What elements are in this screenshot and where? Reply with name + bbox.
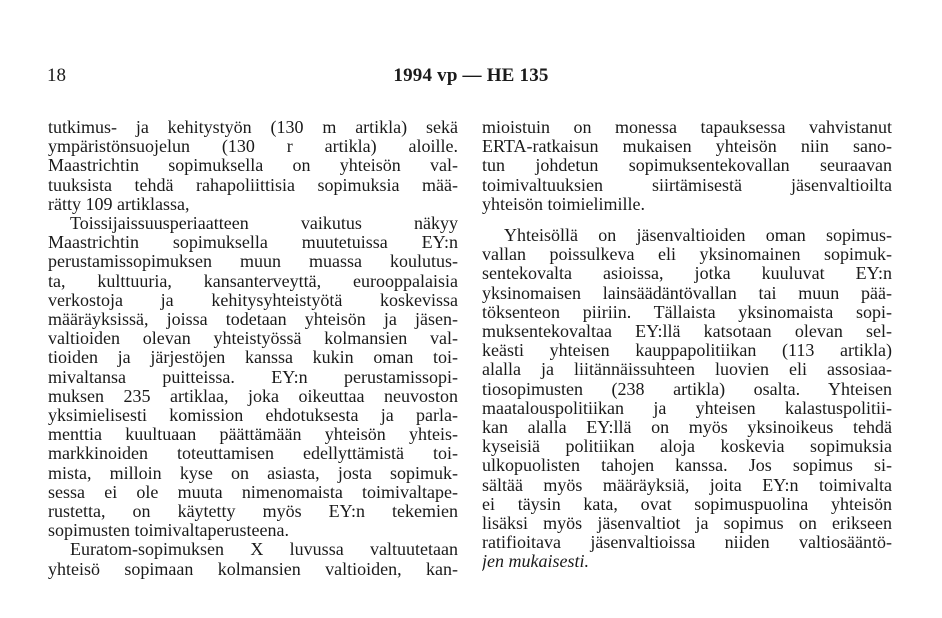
- text-line: toimivaltuuksien siirtämisestä jäsenvaltioilta: [482, 174, 892, 195]
- text-line: tuuksista tehdä rahapoliittisia sopimuksia mää-: [48, 174, 458, 195]
- text-line: mioistuin on monessa tapauksessa vahvistanut: [482, 118, 892, 137]
- text-line: markkinoiden toteuttamisen edellyttämistä toi-: [48, 443, 458, 464]
- text-line: Maastrichtin sopimuksella on yhteisön val-: [48, 155, 458, 176]
- text-line: yksinomaisen lainsäädäntövallan tai muun pää-: [482, 282, 892, 303]
- text-line: määräyksissä, joissa todetaan yhteisön ja jäsen-: [48, 309, 458, 330]
- text-line: tutkimus- ja kehitystyön (130 m artikla) sekä: [48, 118, 458, 137]
- paragraph: [482, 118, 892, 214]
- text-line: Euratom-sopimuksen X luvussa valtuutetaan: [70, 539, 458, 560]
- text-line: rätty 109 artiklassa,: [48, 193, 190, 214]
- text-line: muksen 235 artiklaa, joka oikeuttaa neuvoston: [48, 385, 458, 406]
- text-line: ympäristönsuojelun (130 r artikla) aloille.: [48, 136, 458, 157]
- text-line: alalla ja liitännäissuhteen luovien eli assosiaa-: [482, 359, 892, 380]
- text-line: ei täysin kata, ovat sopimuspuolina yhteisön: [482, 493, 892, 514]
- text-line: maatalouspolitiikan ja yhteisen kalastuspolitii-: [482, 397, 892, 418]
- text-line: tioiden ja järjestöjen kanssa kukin oman toi-: [48, 347, 458, 368]
- text-line: lisäksi myös jäsenvaltiot ja sopimus on erikseen: [482, 513, 892, 534]
- text-line: Maastrichtin sopimuksella muutetuissa EY:n: [48, 232, 458, 253]
- text-line: muksentekovaltaa EY:llä katsotaan olevan sel-: [482, 321, 892, 342]
- paragraph: [48, 118, 458, 214]
- text-line: ulkopuolisten tahojen kanssa. Jos sopimus si-: [482, 455, 892, 476]
- text-line: kyseisiä politiikan aloja koskevia sopimuksia: [482, 436, 892, 457]
- text-line: perustamissopimuksen muun muassa koulutus-: [48, 251, 458, 272]
- text-line: mista, milloin kyse on asiasta, josta sopimuk-: [48, 462, 458, 483]
- text-line: yhteisön toimielimille.: [482, 193, 645, 214]
- text-line: sältää myös määräyksiä, joita EY:n toimivalta: [482, 474, 892, 495]
- text-line: verkostoja ja kehitysyhteistyötä koskevissa: [48, 289, 458, 310]
- page-title: 1994 vp — HE 135: [393, 65, 549, 86]
- text-line: Yhteisöllä on jäsenvaltioiden oman sopimus-: [504, 225, 892, 246]
- text-line: rustetta, on käytetty myös EY:n tekemien: [48, 501, 458, 522]
- right-column: [482, 118, 892, 618]
- text-line: sessa ei ole muuta nimenomaista toimivaltape-: [48, 481, 458, 502]
- paragraph: [482, 226, 892, 572]
- text-line: tun johdetun sopimuksentekovallan seuraavan: [482, 155, 892, 176]
- text-line: kan alalla EY:llä on myös yksinoikeus tehdä: [482, 417, 892, 438]
- left-column: [48, 118, 458, 618]
- text-line: sentekovalta asioissa, jotka kuuluvat EY:n: [482, 263, 892, 284]
- text-line: yhteisö sopimaan kolmansien valtioiden, kan-: [48, 558, 458, 579]
- page-number: 18: [47, 65, 66, 86]
- paragraph: [48, 540, 458, 578]
- text-line: mivaltansa puitteissa. EY:n perustamissopi-: [48, 366, 458, 387]
- text-line-italic: jen mukaisesti.: [482, 551, 589, 572]
- text-line: vallan poissulkeva eli yksinomainen sopimuk-: [482, 244, 892, 265]
- text-line: menttia kuultuaan päättämään yhteisön yhteis-: [48, 424, 458, 445]
- text-line: valtioiden olevan yhteistyössä kolmansien val-: [48, 328, 458, 349]
- text-line: ERTA-ratkaisun mukaisen yhteisön niin sano-: [482, 136, 892, 157]
- text-line: sopimusten toimivaltaperusteena.: [48, 520, 289, 541]
- text-line: ratifioitava jäsenvaltioissa niiden valtiosääntö-: [482, 532, 892, 553]
- text-line: keästi yhteisen kauppapolitiikan (113 artikla): [482, 340, 892, 361]
- text-line: ta, kulttuuria, kansanterveyttä, eurooppalaisia: [48, 270, 458, 291]
- paragraph: [48, 214, 458, 540]
- text-line: Toissijaissuusperiaatteen vaikutus näkyy: [70, 213, 458, 234]
- text-line: tiosopimusten (238 artikla) osalta. Yhteisen: [482, 378, 892, 399]
- text-line: yksimielisesti komission ehdotuksesta ja parla-: [48, 405, 458, 426]
- text-line: töksenteon piiriin. Tällaista yksinomaista sopi-: [482, 301, 892, 322]
